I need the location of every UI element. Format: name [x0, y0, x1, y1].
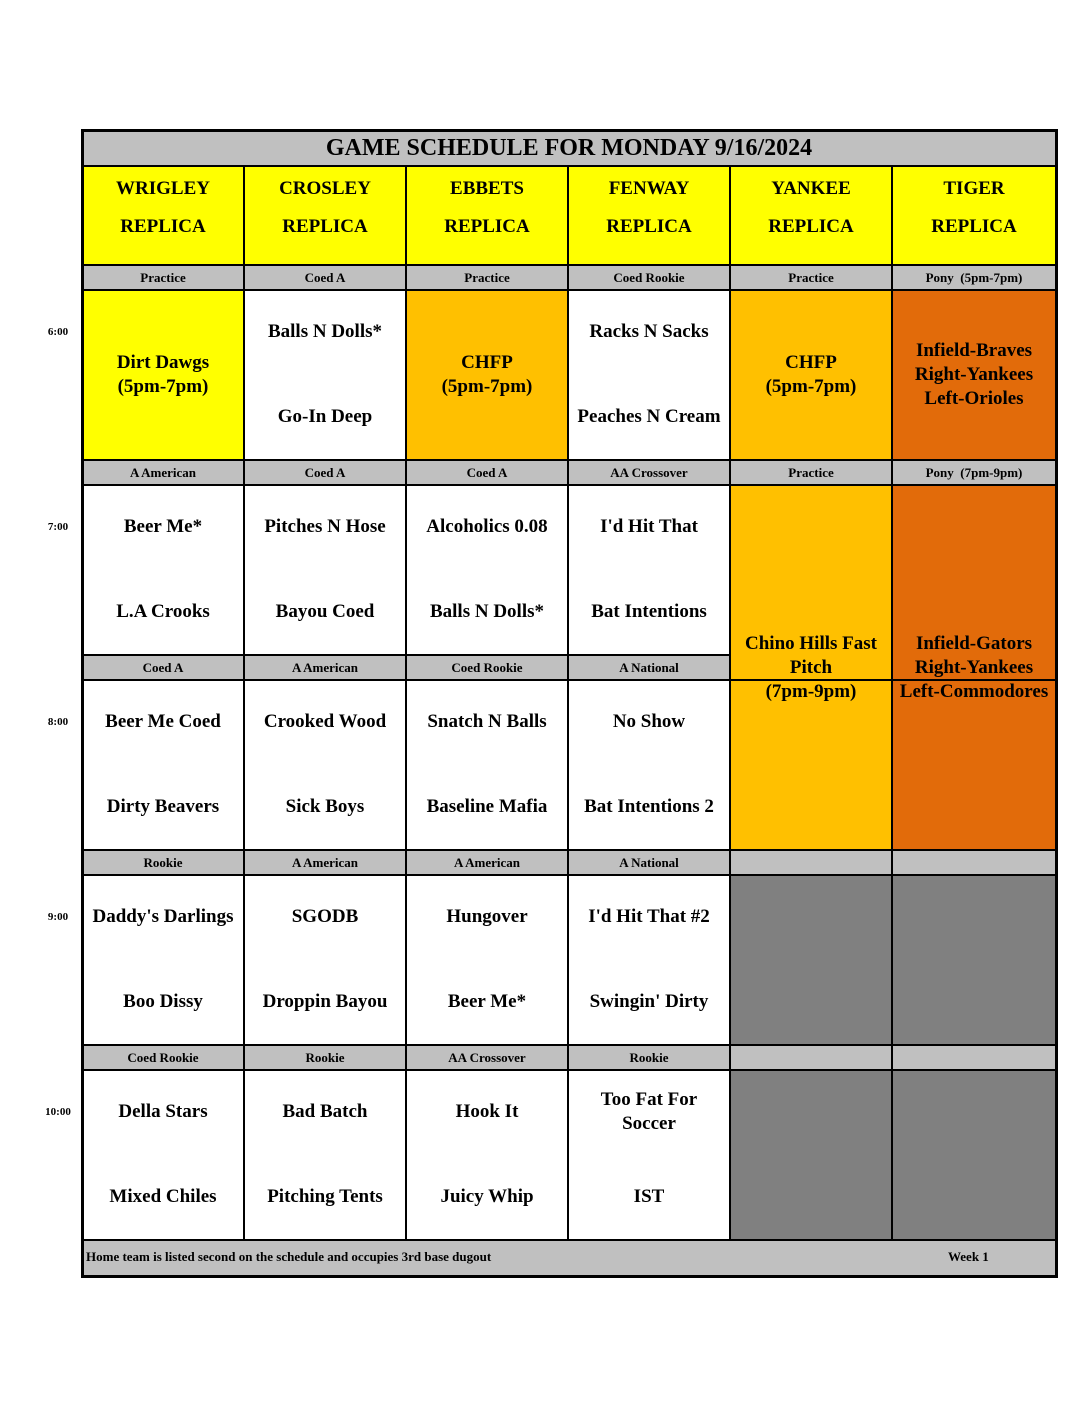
field-header [244, 166, 406, 265]
away-team: SGODB [291, 906, 359, 927]
home-team: IST [633, 1186, 665, 1207]
game-slot [406, 1070, 568, 1240]
field-header [730, 166, 892, 265]
field-header [82, 166, 244, 265]
home-team: Peaches N Cream [577, 406, 721, 427]
away-team: Balls N Dolls* [267, 321, 383, 342]
game-slot [568, 680, 730, 850]
division-label: Coed A [244, 265, 406, 290]
grid-line [82, 484, 1056, 486]
home-team: Swingin' Dirty [589, 991, 709, 1012]
game-slot [82, 485, 244, 655]
division-label: Pony (5pm-7pm) [892, 265, 1056, 290]
unused-slot [730, 1070, 892, 1240]
home-team: Beer Me* [447, 991, 527, 1012]
home-team: Boo Dissy [123, 991, 203, 1012]
game-slot [406, 485, 568, 655]
time-label: 9:00 [47, 911, 69, 923]
grid-line [82, 459, 1056, 461]
division-label: Practice [82, 265, 244, 290]
field-name: TIGER [943, 178, 1005, 199]
game-slot [244, 680, 406, 850]
time-label: 6:00 [47, 326, 69, 338]
division-label: Coed Rookie [568, 265, 730, 290]
division-label [730, 850, 892, 875]
division-label [892, 850, 1056, 875]
field-header [568, 166, 730, 265]
division-label: AA Crossover [568, 460, 730, 485]
away-team: No Show [612, 711, 686, 732]
division-label: A National [568, 850, 730, 875]
away-team: Hungover [446, 906, 528, 927]
division-label: Coed A [406, 460, 568, 485]
away-team: Beer Me* [123, 516, 203, 537]
reserved-block: Dirt Dawgs (5pm-7pm) [82, 290, 244, 460]
reserved-block: Infield-Gators Right-Yankees Left-Commodores [892, 485, 1056, 850]
time-label: 7:00 [47, 521, 69, 533]
division-label: Coed A [82, 655, 244, 680]
field-subtitle: REPLICA [768, 216, 854, 237]
field-header [892, 166, 1056, 265]
home-team: Bat Intentions [591, 601, 707, 622]
grid-line [82, 289, 1056, 291]
game-slot [244, 290, 406, 460]
unused-slot [730, 875, 892, 1045]
grid-line [82, 165, 1056, 167]
field-name: EBBETS [450, 178, 524, 199]
division-label: Rookie [568, 1045, 730, 1070]
grid-line [891, 166, 893, 1240]
home-team: Droppin Bayou [262, 991, 388, 1012]
grid-line [81, 129, 84, 1278]
home-team: Balls N Dolls* [429, 601, 545, 622]
reserved-block: CHFP (5pm-7pm) [406, 290, 568, 460]
game-slot [568, 1070, 730, 1240]
game-slot [406, 875, 568, 1045]
division-label: Pony (7pm-9pm) [892, 460, 1056, 485]
field-name: CROSLEY [279, 178, 371, 199]
division-label: Coed Rookie [82, 1045, 244, 1070]
footer-note: Home team is listed second on the schedule and occupies 3rd base dugout [86, 1249, 492, 1264]
game-slot [82, 875, 244, 1045]
away-team: Beer Me Coed [105, 711, 221, 732]
division-label [892, 1045, 1056, 1070]
division-label: Practice [730, 265, 892, 290]
grid-line [567, 166, 569, 1240]
grid-line [82, 874, 1056, 876]
game-slot [82, 1070, 244, 1240]
schedule-footer [82, 1240, 1056, 1276]
home-team: Juicy Whip [440, 1186, 534, 1207]
grid-line [243, 166, 245, 1240]
away-team: Pitches N Hose [264, 516, 386, 537]
reserved-block: Chino Hills Fast Pitch (7pm-9pm) [730, 485, 892, 850]
unused-slot [892, 875, 1056, 1045]
home-team: Bayou Coed [275, 601, 375, 622]
home-team: Go-In Deep [277, 406, 373, 427]
grid-line [82, 1044, 1056, 1046]
week-label: Week 1 [948, 1249, 989, 1264]
away-team: Bad Batch [282, 1101, 368, 1122]
away-team: Della Stars [118, 1101, 208, 1122]
game-slot [406, 680, 568, 850]
away-team: Snatch N Balls [427, 711, 547, 732]
field-header [406, 166, 568, 265]
division-label: A National [568, 655, 730, 680]
division-label: AA Crossover [406, 1045, 568, 1070]
reserved-block: Infield-Braves Right-Yankees Left-Orioles [892, 290, 1056, 460]
away-team: Alcoholics 0.08 [426, 516, 548, 537]
grid-line [82, 264, 1056, 266]
field-subtitle: REPLICA [444, 216, 530, 237]
field-subtitle: REPLICA [282, 216, 368, 237]
game-slot [568, 875, 730, 1045]
division-label: A American [244, 655, 406, 680]
home-team: Baseline Mafia [426, 796, 548, 817]
grid-line [1055, 129, 1058, 1278]
game-slot [244, 485, 406, 655]
game-slot [568, 290, 730, 460]
time-label: 10:00 [45, 1106, 71, 1118]
field-name: FENWAY [608, 178, 690, 199]
home-team: L.A Crooks [116, 601, 210, 622]
home-team: Sick Boys [285, 796, 365, 817]
away-team: I'd Hit That [600, 516, 698, 537]
time-label: 8:00 [47, 716, 69, 728]
grid-line [82, 1069, 1056, 1071]
grid-line [81, 129, 1058, 132]
away-team: Too Fat For Soccer [600, 1089, 698, 1134]
away-team: Daddy's Darlings [92, 906, 234, 927]
field-name: WRIGLEY [116, 178, 210, 199]
grid-line [82, 849, 1056, 851]
home-team: Mixed Chiles [109, 1186, 217, 1207]
away-team: Crooked Wood [263, 711, 387, 732]
away-team: Racks N Sacks [589, 321, 709, 342]
division-label: A American [244, 850, 406, 875]
grid-line [405, 166, 407, 1240]
home-team: Bat Intentions 2 [584, 796, 714, 817]
division-label: Rookie [82, 850, 244, 875]
away-team: I'd Hit That #2 [588, 906, 710, 927]
reserved-block: CHFP (5pm-7pm) [730, 290, 892, 460]
grid-line [81, 1275, 1058, 1278]
grid-line [82, 679, 1056, 681]
away-team: Hook It [455, 1101, 519, 1122]
home-team: Pitching Tents [267, 1186, 383, 1207]
division-label: A American [82, 460, 244, 485]
division-label: Coed Rookie [406, 655, 568, 680]
division-label: Practice [730, 460, 892, 485]
field-subtitle: REPLICA [931, 216, 1017, 237]
game-slot [244, 1070, 406, 1240]
game-slot [82, 680, 244, 850]
home-team: Dirty Beavers [106, 796, 220, 817]
field-name: YANKEE [771, 178, 851, 199]
game-slot [244, 875, 406, 1045]
schedule-title: GAME SCHEDULE FOR MONDAY 9/16/2024 [82, 130, 1056, 166]
division-label [730, 1045, 892, 1070]
grid-line [729, 166, 731, 1240]
game-slot [568, 485, 730, 655]
division-label: Rookie [244, 1045, 406, 1070]
unused-slot [892, 1070, 1056, 1240]
field-subtitle: REPLICA [120, 216, 206, 237]
division-label: Practice [406, 265, 568, 290]
division-label: Coed A [244, 460, 406, 485]
field-subtitle: REPLICA [606, 216, 692, 237]
grid-line [82, 1239, 1056, 1241]
division-label: A American [406, 850, 568, 875]
